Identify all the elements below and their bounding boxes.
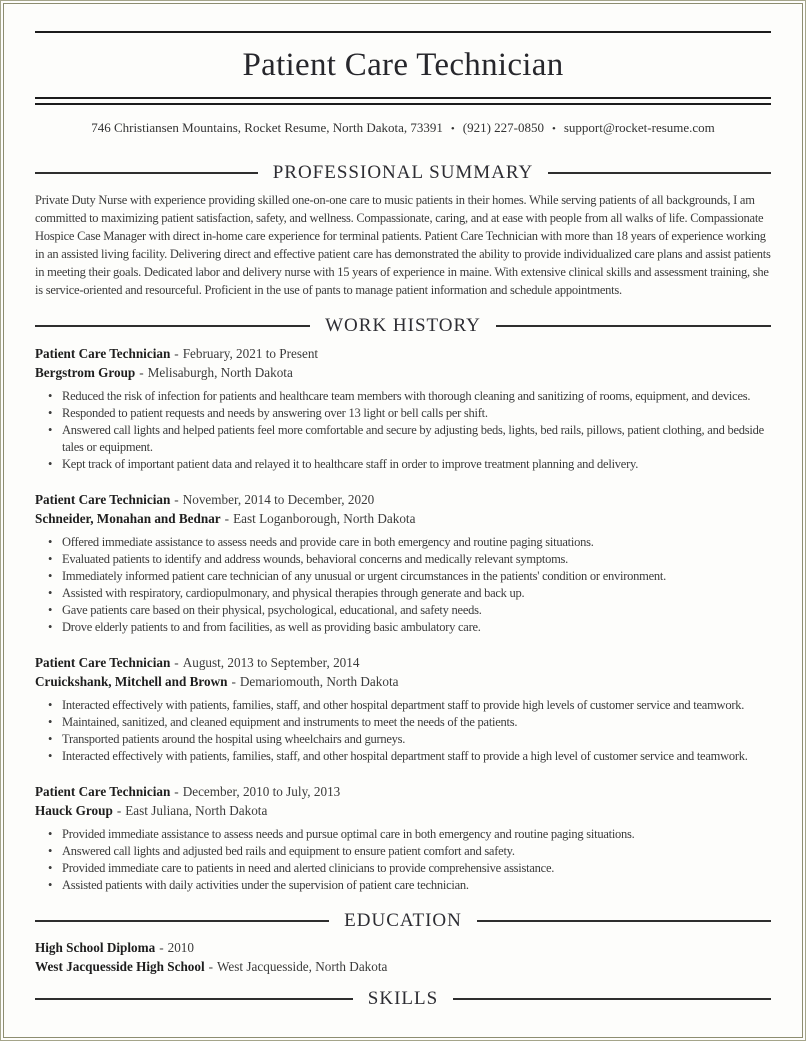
job-company-line <box>35 801 771 820</box>
dash-separator: - <box>224 511 230 526</box>
job-company-line <box>35 672 771 691</box>
job-location: East Juliana, North Dakota <box>125 803 268 818</box>
job-bullet: • Gave patients care based on their physical, psychological, educational, and safety needs. <box>48 602 771 619</box>
heading-rule-left <box>35 325 310 327</box>
title-rule-top <box>35 31 771 33</box>
job-bullet: • Provided immediate care to patients in need and alerted clinicians to provide comprehensive assistance. <box>48 860 771 877</box>
job-bullet-list <box>35 534 771 636</box>
job-bullet: • Assisted patients with daily activities under the supervision of patient care technician. <box>48 877 771 894</box>
job-bullet: • Answered call lights and adjusted bed rails and equipment to ensure patient comfort and safety. <box>48 843 771 860</box>
job-bullet: • Offered immediate assistance to assess needs and provide care in both emergency and routine paging situations. <box>48 534 771 551</box>
job-title: Patient Care Technician <box>35 784 171 799</box>
education-school: West Jacquesside High School <box>35 959 205 974</box>
summary-paragraph: Private Duty Nurse with experience providing skilled one-on-one care to music patients in their homes. While serving patients of all backgrounds, I am committed to maximizing patient satisfaction, safety, and wellness. Compassionate, caring, and at ease with people from all walks of life. Compassionate Hospice Case Manager with direct in-home care experience for terminal patients. Patient Care Technician with more than 18 years of experience working in an assisted living facility. Delivering direct and effective patient care has demonstrated the ability to provide individualized care plans and assist patients in meeting their goals. Dedicated labor and delivery nurse with 15 years of experience in maine. With extensive clinical skills and assessment training, she is service-oriented and resourceful. Proficient in the use of pants to manage patient information and schedule appointments. <box>35 193 771 297</box>
heading-rule-left <box>35 998 353 1000</box>
job-bullet: • Transported patients around the hospital using wheelchairs and gurneys. <box>48 731 771 748</box>
job-bullet: • Maintained, sanitized, and cleaned equipment and instruments to meet the needs of the patients. <box>48 714 771 731</box>
resume-title: Patient Care Technician <box>242 47 564 83</box>
job-company: Cruickshank, Mitchell and Brown <box>35 674 228 689</box>
section-heading-professional-summary <box>35 160 771 186</box>
dash-separator: - <box>174 492 179 507</box>
job-bullet: • Interacted effectively with patients, families, staff, and other hospital department staff to provide high levels of customer service and teamwork. <box>48 697 771 714</box>
job-entry <box>35 782 771 894</box>
education-year: 2010 <box>167 940 194 955</box>
dash-separator: - <box>208 959 214 974</box>
title-rule-double <box>35 97 771 105</box>
section-heading-text: PROFESSIONAL SUMMARY <box>272 162 534 183</box>
dash-separator: - <box>159 940 164 955</box>
dash-separator: - <box>231 674 236 689</box>
job-location: East Loganborough, North Dakota <box>233 511 416 526</box>
section-heading-skills <box>35 986 771 1012</box>
job-entry <box>35 653 771 765</box>
contact-email: support@rocket-resume.com <box>563 120 715 135</box>
work-history-list <box>35 344 771 894</box>
heading-rule-right <box>453 998 771 1000</box>
resume-content <box>0 31 806 1012</box>
job-location: Melisaburgh, North Dakota <box>147 365 293 380</box>
job-title: Patient Care Technician <box>35 492 171 507</box>
section-heading-text: SKILLS <box>367 988 439 1009</box>
job-title: Patient Care Technician <box>35 346 171 361</box>
heading-rule-right <box>496 325 771 327</box>
section-heading-text: WORK HISTORY <box>325 315 481 336</box>
education-degree-line <box>35 938 771 957</box>
heading-rule-left <box>35 920 329 922</box>
job-title-line <box>35 653 771 672</box>
job-bullet: • Immediately informed patient care technician of any unusual or urgent circumstances in the patients' condition or environment. <box>48 568 771 585</box>
job-company: Bergstrom Group <box>35 365 136 380</box>
contact-address: 746 Christiansen Mountains, Rocket Resume, North Dakota, 73391 <box>91 120 443 135</box>
contact-phone: (921) 227-0850 <box>462 120 544 135</box>
education-entry <box>35 938 771 976</box>
job-title-line <box>35 490 771 509</box>
job-dates: December, 2010 to July, 2013 <box>182 784 341 799</box>
heading-rule-right <box>548 172 771 174</box>
job-company: Hauck Group <box>35 803 113 818</box>
job-company: Schneider, Monahan and Bednar <box>35 511 221 526</box>
job-dates: November, 2014 to December, 2020 <box>182 492 375 507</box>
job-bullet: • Evaluated patients to identify and address wounds, behavioral concerns and medically relevant symptoms. <box>48 551 771 568</box>
dot-separator: • <box>450 123 455 135</box>
job-bullet-list <box>35 388 771 473</box>
dash-separator: - <box>139 365 144 380</box>
dash-separator: - <box>174 346 179 361</box>
job-bullet: • Assisted with respiratory, cardiopulmonary, and physical therapies through generate and back up. <box>48 585 771 602</box>
job-bullet-list <box>35 697 771 765</box>
job-title: Patient Care Technician <box>35 655 171 670</box>
contact-line <box>35 119 771 138</box>
job-entry <box>35 344 771 473</box>
job-bullet: • Reduced the risk of infection for patients and healthcare team members with thorough cleaning and sanitizing of rooms, equipment, and devices. <box>48 388 771 405</box>
job-entry <box>35 490 771 636</box>
education-location: West Jacquesside, North Dakota <box>217 959 388 974</box>
job-bullet: • Kept track of important patient data and relayed it to healthcare staff in order to improve treatment planning and delivery. <box>48 456 771 473</box>
job-dates: February, 2021 to Present <box>182 346 319 361</box>
section-heading-work-history <box>35 313 771 339</box>
job-title-line <box>35 344 771 363</box>
job-company-line <box>35 509 771 528</box>
dash-separator: - <box>116 803 122 818</box>
job-bullet: • Interacted effectively with patients, families, staff, and other hospital department staff to provide a high level of customer service and teamwork. <box>48 748 771 765</box>
dash-separator: - <box>174 784 179 799</box>
education-school-line <box>35 957 771 976</box>
heading-rule-right <box>477 920 771 922</box>
job-company-line <box>35 363 771 382</box>
job-location: Demariomouth, North Dakota <box>239 674 399 689</box>
dash-separator: - <box>174 655 179 670</box>
job-title-line <box>35 782 771 801</box>
dot-separator: • <box>551 123 556 135</box>
job-bullet: • Responded to patient requests and needs by answering over 13 light or bell calls per shift. <box>48 405 771 422</box>
job-bullet-list <box>35 826 771 894</box>
education-degree: High School Diploma <box>35 940 156 955</box>
job-dates: August, 2013 to September, 2014 <box>182 655 360 670</box>
job-bullet: • Drove elderly patients to and from facilities, as well as providing basic ambulatory care. <box>48 619 771 636</box>
job-bullet: • Provided immediate assistance to assess needs and pursue optimal care in both emergency and routine paging situations. <box>48 826 771 843</box>
job-bullet: • Answered call lights and helped patients feel more comfortable and secure by adjusting beds, lights, bed rails, pillows, patient clothing, and bedside tales or equipment. <box>48 422 771 456</box>
section-heading-text: EDUCATION <box>344 910 462 931</box>
heading-rule-left <box>35 172 258 174</box>
section-heading-education <box>35 908 771 934</box>
